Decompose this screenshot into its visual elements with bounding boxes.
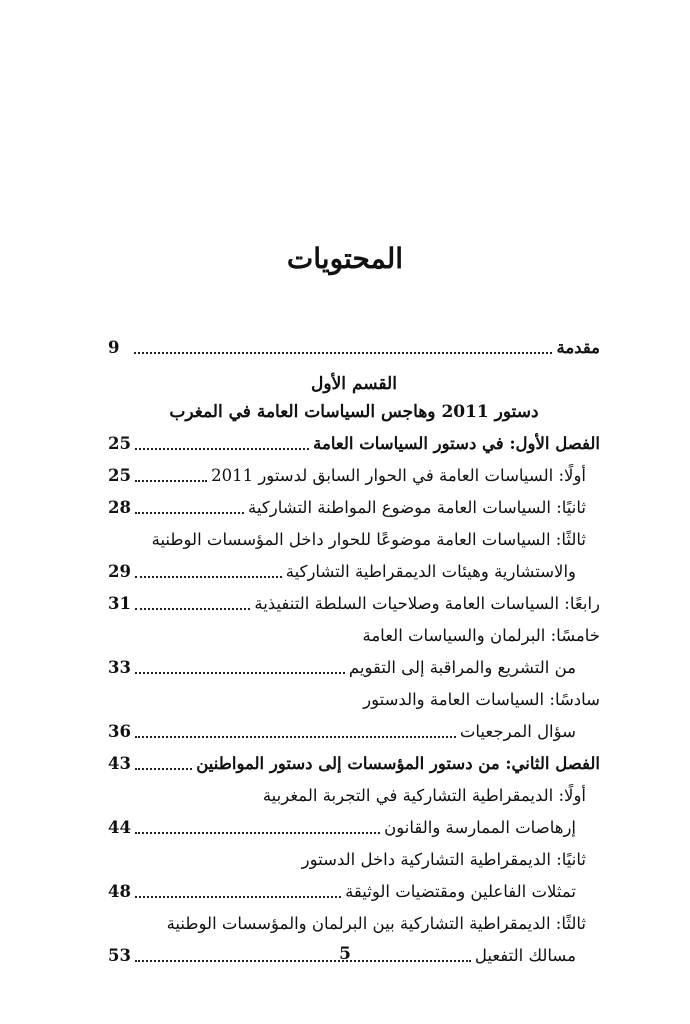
- part-subheading: دستور 2011 وهاجس السياسات العامة في المغرب: [169, 402, 539, 422]
- dot-leader: [135, 832, 380, 834]
- dot-leader: [135, 736, 456, 738]
- toc-page-number: 31: [108, 594, 131, 613]
- toc-entry-title: ثانيًا: السياسات العامة موضوع المواطنة التشاركية: [248, 498, 586, 517]
- dot-leader: [135, 672, 345, 674]
- dot-leader: [135, 768, 192, 770]
- toc-entry-title: سؤال المرجعيات: [459, 722, 576, 741]
- toc-page-number: 53: [108, 946, 131, 965]
- toc-entry-c1-s3: [108, 556, 600, 588]
- toc-entry-c1-s2: [108, 492, 600, 524]
- toc-page-number: 36: [108, 722, 131, 741]
- toc-entry-c1-s6: [108, 716, 600, 748]
- toc-entry-title: رابعًا: السياسات العامة وصلاحيات السلطة التنفيذية: [254, 594, 600, 613]
- toc-entry-title: من التشريع والمراقبة إلى التقويم: [348, 658, 576, 677]
- toc-entry-title: تمثلات الفاعلين ومقتضيات الوثيقة: [345, 882, 576, 901]
- toc-entry-c2-s2: [108, 876, 600, 908]
- toc-page-number: 33: [108, 658, 131, 677]
- dot-leader: [135, 896, 341, 898]
- toc-page-number: 43: [108, 754, 131, 773]
- dot-leader: [135, 512, 244, 514]
- toc-entry-introduction: [108, 332, 600, 364]
- toc-entry-c2-s3-line1: ثالثًا: الديمقراطية التشاركية بين البرلمان والمؤسسات الوطنية: [166, 914, 586, 933]
- toc-entry-c2-s1: [108, 812, 600, 844]
- toc-entry-title: مقدمة: [556, 338, 600, 357]
- toc-page-number: 9: [108, 338, 120, 357]
- toc-entry-c1-s5: [108, 652, 600, 684]
- toc-page-number: 25: [108, 466, 131, 485]
- dot-leader: [134, 352, 552, 354]
- toc-entry-title: أولًا: السياسات العامة في الحوار السابق لدستور 2011: [211, 466, 586, 485]
- toc-entry-title: والاستشارية وهيئات الديمقراطية التشاركية: [285, 562, 576, 581]
- toc-entry-c1-s3-line1: ثالثًا: السياسات العامة موضوعًا للحوار داخل المؤسسات الوطنية: [151, 530, 586, 549]
- toc-entry-chapter-2: [108, 748, 600, 780]
- toc-entry-c2-s1-line1: أولًا: الديمقراطية التشاركية في التجربة المغربية: [262, 786, 586, 805]
- toc-entry-c1-s1: [108, 460, 600, 492]
- table-of-contents: [108, 332, 600, 972]
- dot-leader: [135, 448, 309, 450]
- dot-leader: [135, 480, 207, 482]
- toc-page-number: 28: [108, 498, 131, 517]
- part-heading: القسم الأول: [311, 374, 397, 394]
- toc-entry-title: الفصل الأول: في دستور السياسات العامة: [313, 434, 600, 453]
- toc-entry-c2-s2-line1: ثانيًا: الديمقراطية التشاركية داخل الدستور: [301, 850, 586, 869]
- toc-entry-title: مسالك التفعيل: [474, 946, 576, 965]
- dot-leader: [135, 608, 250, 610]
- toc-page-number: 29: [108, 562, 131, 581]
- toc-page-number: 48: [108, 882, 131, 901]
- page-number: 5: [339, 944, 351, 964]
- page-title: المحتويات: [286, 242, 404, 275]
- toc-entry-c1-s4: [108, 588, 600, 620]
- toc-page-number: 44: [108, 818, 131, 837]
- toc-entry-c1-s5-line1: خامسًا: البرلمان والسياسات العامة: [362, 626, 600, 645]
- dot-leader: [135, 576, 282, 578]
- toc-entry-title: إرهاصات الممارسة والقانون: [384, 818, 576, 837]
- toc-page-number: 25: [108, 434, 131, 453]
- toc-entry-c1-s6-line1: سادسًا: السياسات العامة والدستور: [363, 690, 600, 709]
- toc-entry-chapter-1: [108, 428, 600, 460]
- toc-entry-title: الفصل الثاني: من دستور المؤسسات إلى دستور المواطنين: [196, 754, 600, 773]
